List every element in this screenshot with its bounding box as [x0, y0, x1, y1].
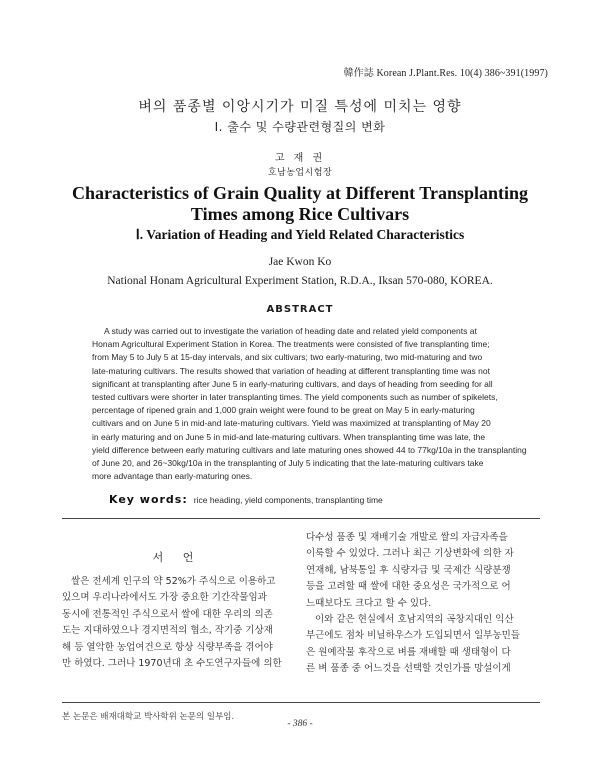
- korean-subtitle: Ⅰ. 출수 및 수량관련형질의 변화: [214, 120, 386, 134]
- body-line: 다수성 품종 및 재배기술 개발로 쌀의 자급자족을: [306, 532, 508, 543]
- journal-citation: 韓作誌 Korean J.Plant.Res. 10(4) 386~391(1997): [343, 68, 548, 79]
- abstract-line: Honam Agricultural Experiment Station in Korea. The treatments were consisted of five transplanting time;: [92, 339, 490, 350]
- abstract-line: of June 20, and 26~30kg/10a in the transplanting of July 5 indicating that the late-maturing cultivars take: [92, 458, 484, 469]
- korean-title: 벼의 품종별 이앙시기가 미질 특성에 미치는 영향: [138, 99, 462, 115]
- abstract-line: cultivars and on June 5 in mid-and late-maturing cultivars. Yield was maximized at transplanting of May 20: [92, 418, 491, 429]
- english-author: Jae Kwon Ko: [268, 256, 332, 268]
- keywords-text: rice heading, yield components, transplanting time: [193, 495, 383, 505]
- body-line: 등을 고려할 때 쌀에 대한 중요성은 국가적으로 어: [306, 581, 511, 593]
- abstract-heading: ABSTRACT: [266, 304, 334, 315]
- abstract-body: [92, 325, 540, 483]
- body-line: 해 등 열악한 농업여건으로 항상 식량부족을 겪어야: [62, 641, 273, 653]
- english-title-line-2: Times among Rice Cultivars: [190, 204, 410, 224]
- footnote: 본 논문은 배재대학교 박사학위 논문의 일부임.: [62, 712, 235, 722]
- abstract-line: from May 5 to July 5 at 15-day intervals, and six cultivars; two early-maturing, two mid-maturing and two: [92, 352, 483, 363]
- body-line: 쌀은 전세계 인구의 약 52%가 주식으로 이용하고: [71, 576, 276, 587]
- abstract-line: significant at transplanting after June 5 in early-maturing cultivars, and days of heading from seeding for all: [92, 378, 493, 389]
- page-number: - 386 -: [287, 719, 313, 729]
- abstract-line: yield difference between early maturing cultivars and late maturing ones showed 44 to 77kg/10a in the transplanting: [92, 444, 527, 455]
- body-line: 연재해, 남북통일 후 식량자급 및 국제간 식량분쟁: [306, 564, 511, 576]
- keywords-label: Key words:: [109, 493, 188, 506]
- abstract-line: in early maturing and on June 5 in mid-and late-maturing cultivars. When transplanting time was late, the: [92, 431, 486, 442]
- body-line: 은 원예작물 후작으로 벼를 재배할 때 생태형이 다: [306, 646, 511, 658]
- english-title-line-1: Characteristics of Grain Quality at Different Transplanting: [72, 183, 528, 203]
- body-line: 느때보다도 크다고 할 수 있다.: [306, 597, 432, 609]
- abstract-line: late-maturing cultivars. The results showed that variation of heading at different transplanting time was not: [92, 365, 490, 376]
- body-line: 이와 같은 현실에서 호남지역의 곡창지대인 익산: [315, 614, 514, 626]
- left-column-text: [62, 574, 294, 672]
- english-subtitle: Ⅰ. Variation of Heading and Yield Related Characteristics: [135, 227, 465, 242]
- body-line: 이룩할 수 있었다. 그러나 최근 기상변화에 의한 자: [306, 548, 514, 560]
- abstract-line: tested cultivars were shorter in later transplanting times. The yield components such as number of spikelets,: [92, 392, 498, 403]
- abstract-line: more advantage than early-maturing ones.: [92, 471, 253, 482]
- body-line: 있으며 우리나라에서도 가장 중요한 기간작물임과: [62, 592, 267, 604]
- korean-author: 고 재 권: [274, 153, 326, 164]
- english-affiliation: National Honam Agricultural Experiment Station, R.D.A., Iksan 570-080, KOREA.: [107, 275, 493, 287]
- section-divider: [62, 518, 540, 519]
- body-line: 만 하였다. 그러나 1970년대 초 수도연구자들에 의한: [62, 658, 282, 670]
- korean-affiliation: 호남농업시험장: [267, 168, 333, 178]
- body-line: 른 벼 품종 중 어느것을 선택할 것인가를 망설이게: [306, 663, 511, 675]
- abstract-line: percentage of ripened grain and 1,000 grain weight were found to be great on May 5 in early-maturing: [92, 405, 475, 416]
- abstract-line: A study was carried out to investigate the variation of heading date and related yield components at: [104, 326, 477, 336]
- body-line: 동시에 전통적인 주식으로서 쌀에 대한 우리의 의존: [62, 608, 273, 620]
- body-line: 도는 지대하였으나 경지면적의 협소, 작기중 기상재: [62, 625, 273, 637]
- footnote-divider: [62, 702, 540, 703]
- keywords: [109, 493, 383, 506]
- right-column-text: [306, 530, 542, 678]
- body-line: 부근에도 점차 비닐하우스가 도입되면서 일부농민들: [306, 630, 520, 642]
- introduction-heading: 서 언: [152, 551, 202, 564]
